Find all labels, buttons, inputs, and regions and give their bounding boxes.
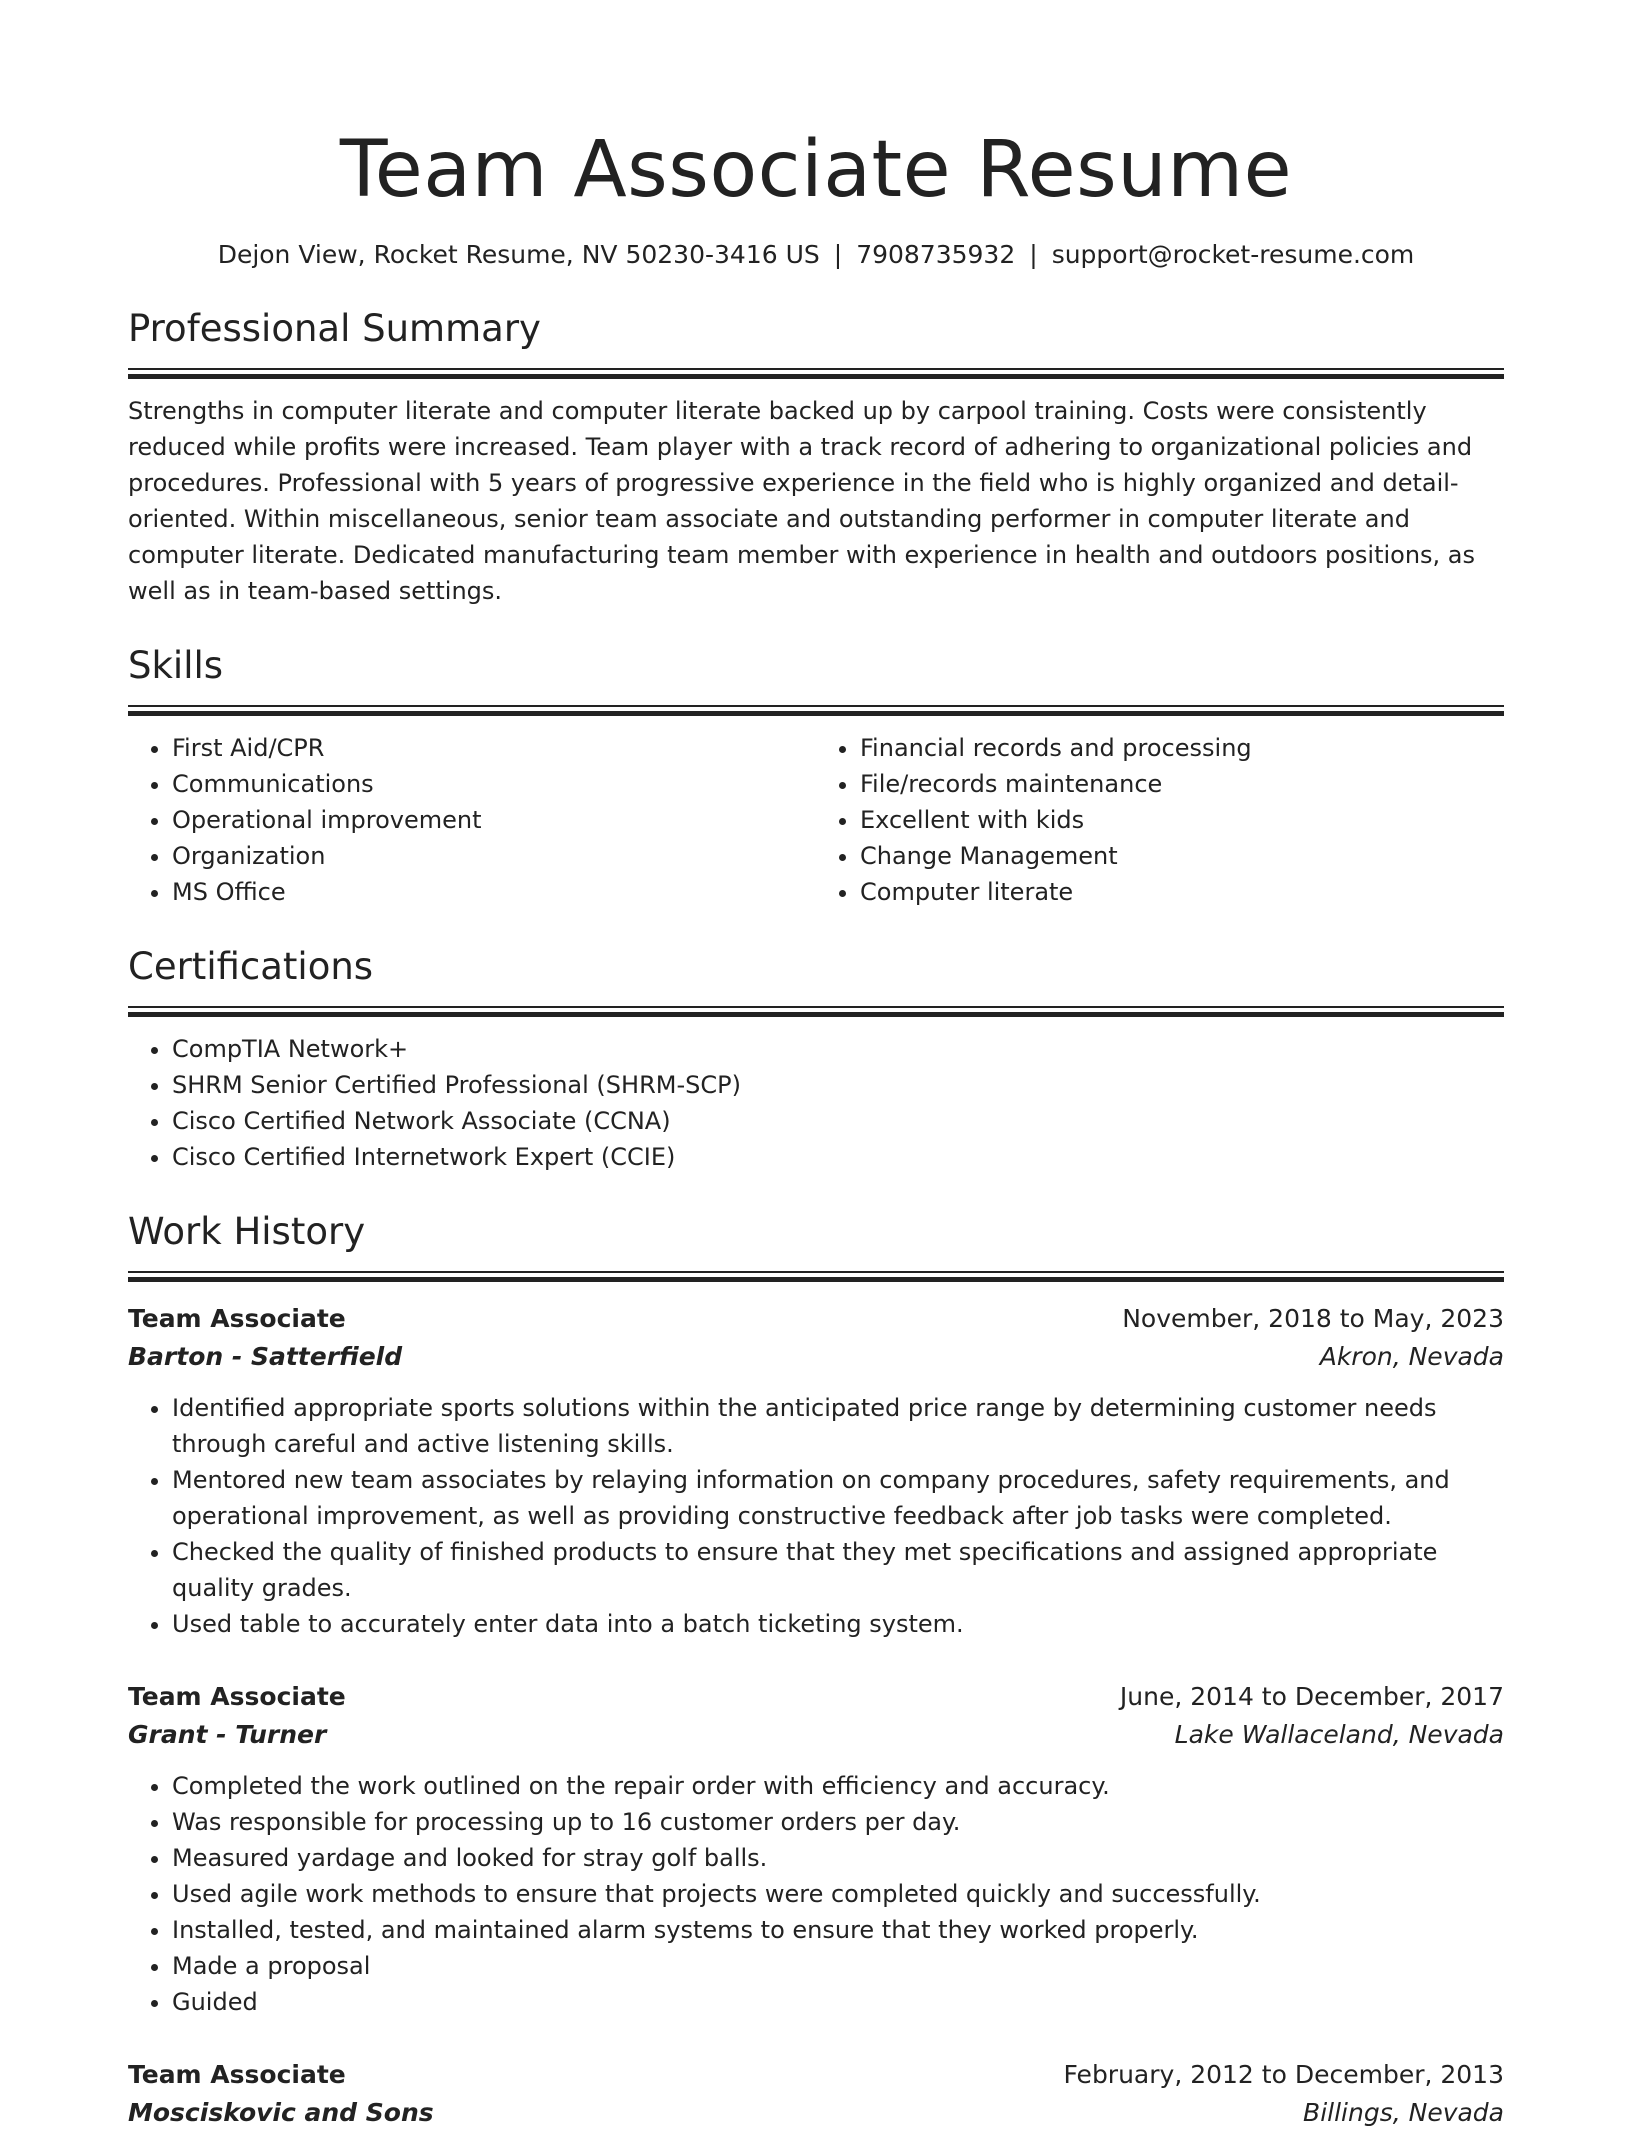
job-dates: February, 2012 to December, 2013 [1063,2060,1504,2089]
job-dates: November, 2018 to May, 2023 [1122,1304,1504,1333]
job-header-row [128,1678,1504,1716]
contact-phone: 7908735932 [856,240,1016,269]
job-bullet: • Measured yardage and looked for stray golf balls. [172,1840,1504,1876]
skill-item: • Operational improvement [172,802,816,838]
job-bullet: • Used agile work methods to ensure that projects were completed quickly and successfully. [172,1876,1504,1912]
job-title: Team Associate [128,2060,346,2089]
job-company: Grant - Turner [128,1720,327,1749]
section-skills [128,643,1504,910]
contact-separator: | [1029,240,1038,269]
certification-item: • Cisco Certified Internetwork Expert (CCIE) [172,1139,1504,1175]
certifications-list [128,1031,1504,1175]
section-divider [128,1271,1504,1282]
section-heading: Work History [128,1210,366,1253]
certification-item: • CompTIA Network+ [172,1031,1504,1067]
skill-item: • File/records maintenance [860,766,1504,802]
job-entry [128,1678,1504,2020]
section-heading: Certifications [128,945,374,988]
job-location: Billings, Nevada [1303,2098,1504,2127]
skill-item: • MS Office [172,874,816,910]
section-work-history [128,1209,1504,2132]
job-bullet: • Completed the work outlined on the repair order with efficiency and accuracy. [172,1768,1504,1804]
job-bullet: • Installed, tested, and maintained alarm systems to ensure that they worked properly. [172,1912,1504,1948]
skill-item: • Financial records and processing [860,730,1504,766]
job-bullet: • Guided [172,1984,1504,2020]
job-company: Mosciskovic and Sons [128,2098,434,2127]
resume-title: Team Associate Resume [339,125,1293,215]
job-location: Akron, Nevada [1319,1342,1504,1371]
certification-item: • Cisco Certified Network Associate (CCNA) [172,1103,1504,1139]
job-header-row [128,1300,1504,1338]
skills-list-left [128,730,816,910]
section-certifications [128,944,1504,1175]
section-divider [128,705,1504,716]
job-title: Team Associate [128,1682,346,1711]
certification-item: • SHRM Senior Certified Professional (SHRM-SCP) [172,1067,1504,1103]
job-header-row [128,2056,1504,2094]
job-title: Team Associate [128,1304,346,1333]
job-entry [128,2056,1504,2132]
skill-item: • Organization [172,838,816,874]
job-bullet: • Mentored new team associates by relaying information on company procedures, safety requirements, and operational improvement, as well as providing constructive feedback after job tasks were completed. [172,1462,1504,1534]
contact-line [128,238,1504,272]
job-bullet: • Used table to accurately enter data into a batch ticketing system. [172,1606,1504,1642]
section-heading: Professional Summary [128,307,541,350]
section-divider [128,1006,1504,1017]
section-heading: Skills [128,644,224,687]
job-bullet: • Made a proposal [172,1948,1504,1984]
job-company-row [128,1716,1504,1754]
job-bullets [128,1768,1504,2020]
skills-columns [128,730,1504,910]
skill-item: • Change Management [860,838,1504,874]
section-professional-summary [128,306,1504,609]
job-bullets [128,1390,1504,1642]
skills-list-right [816,730,1504,910]
job-company: Barton - Satterfield [128,1342,403,1371]
job-dates: June, 2014 to December, 2017 [1119,1682,1504,1711]
skill-item: • First Aid/CPR [172,730,816,766]
skill-item: • Excellent with kids [860,802,1504,838]
job-company-row [128,2094,1504,2132]
summary-text: Strengths in computer literate and computer literate backed up by carpool training. Costs were consistently reduced while profits were increased. Team player with a track record of adhering to organizational policies and procedures. Professional with 5 years of progressive experience in the field who is highly organized and detail-oriented. Within miscellaneous, senior team associate and outstanding performer in computer literate and computer literate. Dedicated manufacturing team member with experience in health and outdoors positions, as well as in team-based settings. [128,397,1476,605]
section-divider [128,368,1504,379]
contact-address: Dejon View, Rocket Resume, NV 50230-3416 US [217,240,820,269]
job-company-row [128,1338,1504,1376]
skill-item: • Communications [172,766,816,802]
job-bullet: • Identified appropriate sports solutions within the anticipated price range by determining customer needs through careful and active listening skills. [172,1390,1504,1462]
contact-separator: | [833,240,843,269]
contact-email[interactable]: support@rocket-resume.com [1051,240,1415,269]
job-bullet: • Checked the quality of finished products to ensure that they met specifications and assigned appropriate quality grades. [172,1534,1504,1606]
job-bullet: • Was responsible for processing up to 16 customer orders per day. [172,1804,1504,1840]
skill-item: • Computer literate [860,874,1504,910]
job-location: Lake Wallaceland, Nevada [1174,1720,1504,1749]
job-entry [128,1300,1504,1642]
